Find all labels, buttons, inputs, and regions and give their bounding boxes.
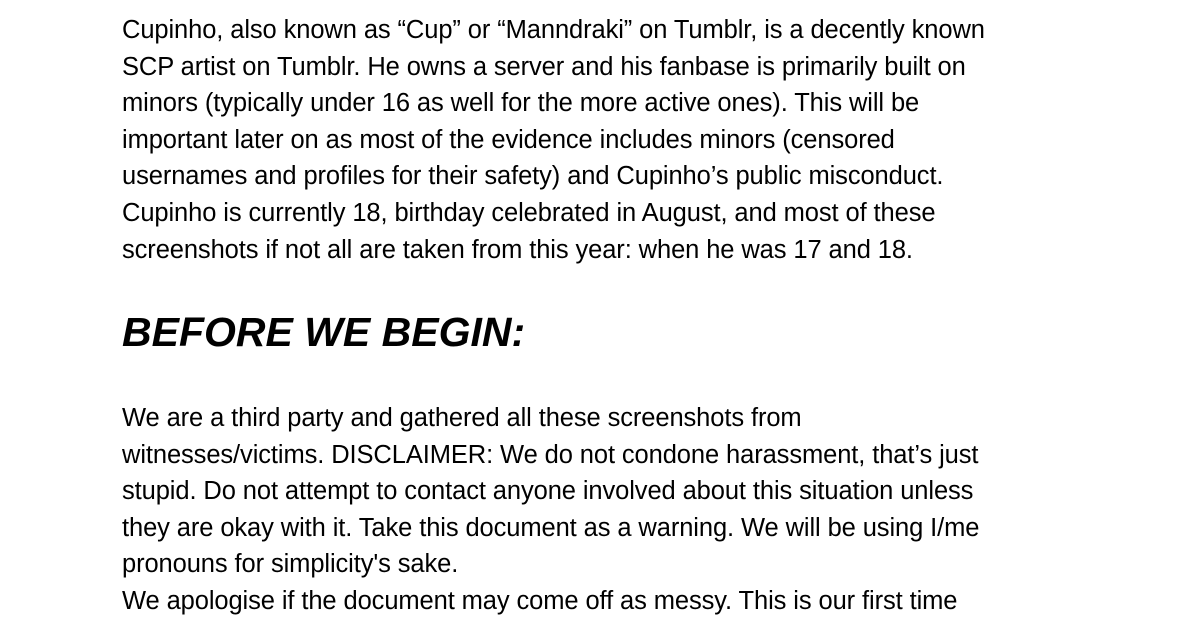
- text-line: they are okay with it. Take this document as a warning. We will be using I/me: [122, 513, 980, 542]
- text-line: witnesses/victims. DISCLAIMER: We do not condone harassment, that’s just: [122, 440, 979, 469]
- section-heading: BEFORE WE BEGIN:: [122, 309, 526, 355]
- text-line: Cupinho is currently 18, birthday celebrated in August, and most of these: [122, 198, 936, 227]
- text-line: stupid. Do not attempt to contact anyone involved about this situation unless: [122, 477, 974, 506]
- text-line: pronouns for simplicity's sake.: [122, 550, 459, 579]
- text-line: minors (typically under 16 as well for the more active ones). This will be: [122, 89, 920, 118]
- text-line: screenshots if not all are taken from this year: when he was 17 and 18.: [122, 235, 913, 264]
- text-line: important later on as most of the evidence includes minors (censored: [122, 125, 895, 154]
- text-line: Cupinho, also known as “Cup” or “Manndraki” on Tumblr, is a decently known: [122, 16, 985, 44]
- intro-paragraph: [122, 12, 1112, 268]
- text-line: We are a third party and gathered all these screenshots from: [122, 404, 802, 432]
- text-line: SCP artist on Tumblr. He owns a server and his fanbase is primarily built on: [122, 52, 966, 81]
- text-line: usernames and profiles for their safety) and Cupinho’s public misconduct.: [122, 162, 944, 191]
- text-line: We apologise if the document may come off as messy. This is our first time: [122, 586, 958, 615]
- document-page: [122, 12, 1112, 615]
- disclaimer-paragraph: [122, 400, 979, 620]
